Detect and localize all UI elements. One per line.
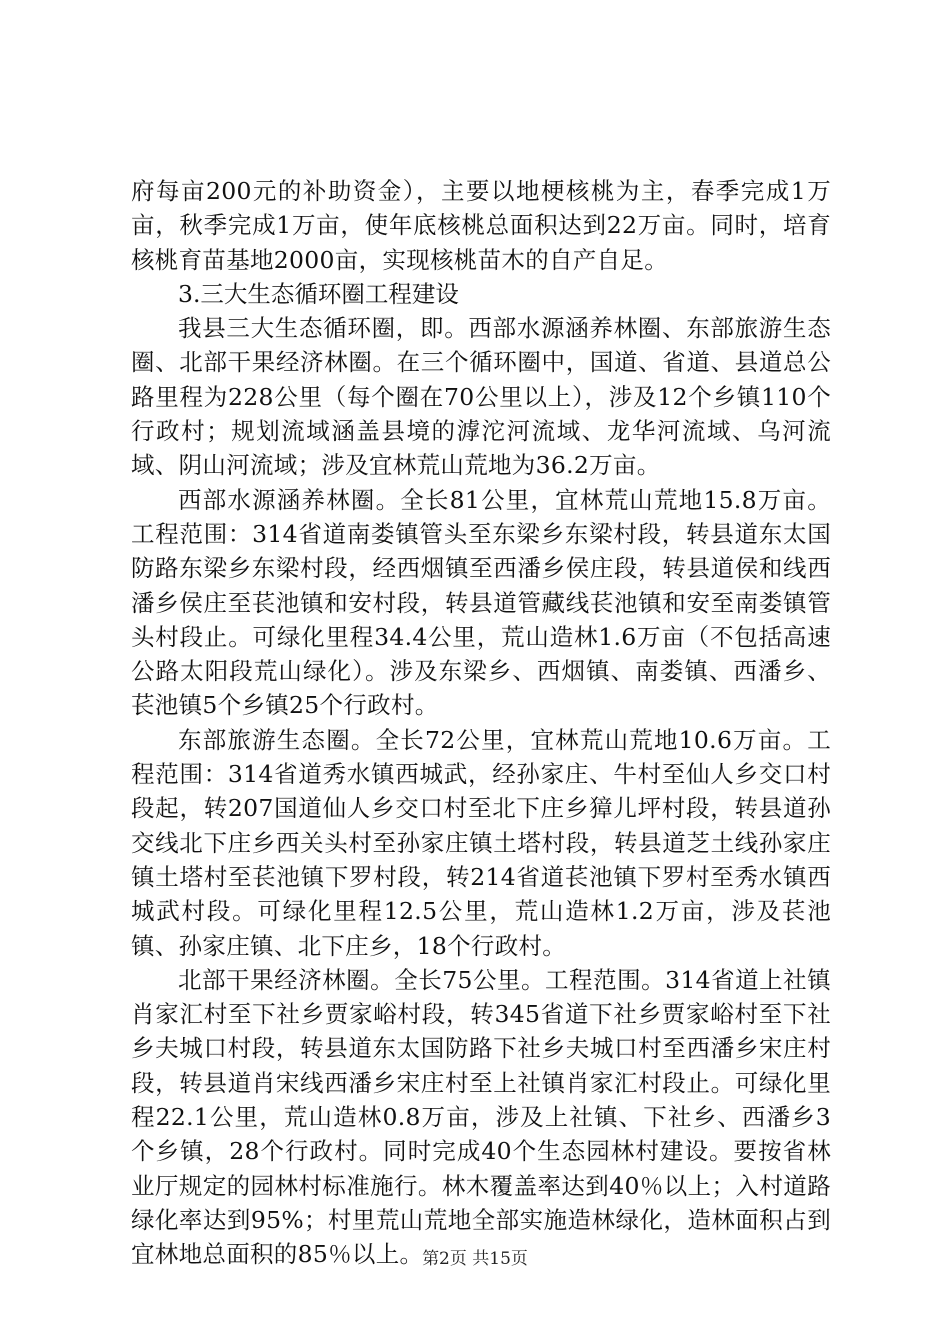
paragraph-west-circle: 西部水源涵养林圈。全长81公里，宜林荒山荒地15.8万亩。工程范围：314省道南娄镇管头至东梁乡东梁村段，转县道东太国防路东梁乡东梁村段，经西烟镇至西潘乡侯庄段，转县道侯和线西潘乡侯庄至苌池镇和安村段，转县道管藏线苌池镇和安至南娄镇管头村段止。可绿化里程34.4公里，荒山造林1.6万亩（不包括高速公路太阳段荒山绿化）。涉及东梁乡、西烟镇、南娄镇、西潘乡、苌池镇5个乡镇25个行政村。: [131, 485, 831, 720]
page-footer: 第2页 共15页: [422, 1249, 528, 1269]
section-heading: 3.三大生态循环圈工程建设: [178, 279, 459, 308]
document-body: [131, 174, 831, 1272]
paragraph-continuation: 府每亩200元的补助资金），主要以地梗核桃为主，春季完成1万亩，秋季完成1万亩，使年底核桃总面积达到22万亩。同时，培育核桃育苗基地2000亩，实现核桃苗木的自产自足。: [131, 177, 831, 274]
paragraph-north-circle: 北部干果经济林圈。全长75公里。工程范围。314省道上社镇肖家汇村至下社乡贾家峪村段，转345省道下社乡贾家峪村至下社乡夫城口村段，转县道东太国防路下社乡夫城口村至西潘乡宋庄村段，转县道肖宋线西潘乡宋庄村至上社镇肖家汇村段止。可绿化里程22.1公里，荒山造林0.8万亩，涉及上社镇、下社乡、西潘乡3个乡镇，28个行政村。同时完成40个生态园林村建设。要按省林业厅规定的园林村标准施行。林木覆盖率达到40％以上；入村道路绿化率达到95%；村里荒山荒地全部实施造林绿化，造林面积占到宜林地总面积的85％以上。: [131, 965, 831, 1269]
paragraph-overview: 我县三大生态循环圈，即。西部水源涵养林圈、东部旅游生态圈、北部干果经济林圈。在三个循环圈中，国道、省道、县道总公路里程为228公里（每个圈在70公里以上），涉及12个乡镇110个行政村；规划流域涵盖县境的滹沱河流域、龙华河流域、乌河流域、阴山河流域；涉及宜林荒山荒地为36.2万亩。: [131, 314, 831, 480]
paragraph-east-circle: 东部旅游生态圈。全长72公里，宜林荒山荒地10.6万亩。工程范围：314省道秀水镇西城武，经孙家庄、牛村至仙人乡交口村段起，转207国道仙人乡交口村至北下庄乡獐儿坪村段，转县道孙交线北下庄乡西关头村至孙家庄镇土塔村段，转县道芝土线孙家庄镇土塔村至苌池镇下罗村段，转214省道苌池镇下罗村至秀水镇西城武村段。可绿化里程12.5公里，荒山造林1.2万亩，涉及苌池镇、孙家庄镇、北下庄乡，18个行政村。: [131, 725, 831, 960]
